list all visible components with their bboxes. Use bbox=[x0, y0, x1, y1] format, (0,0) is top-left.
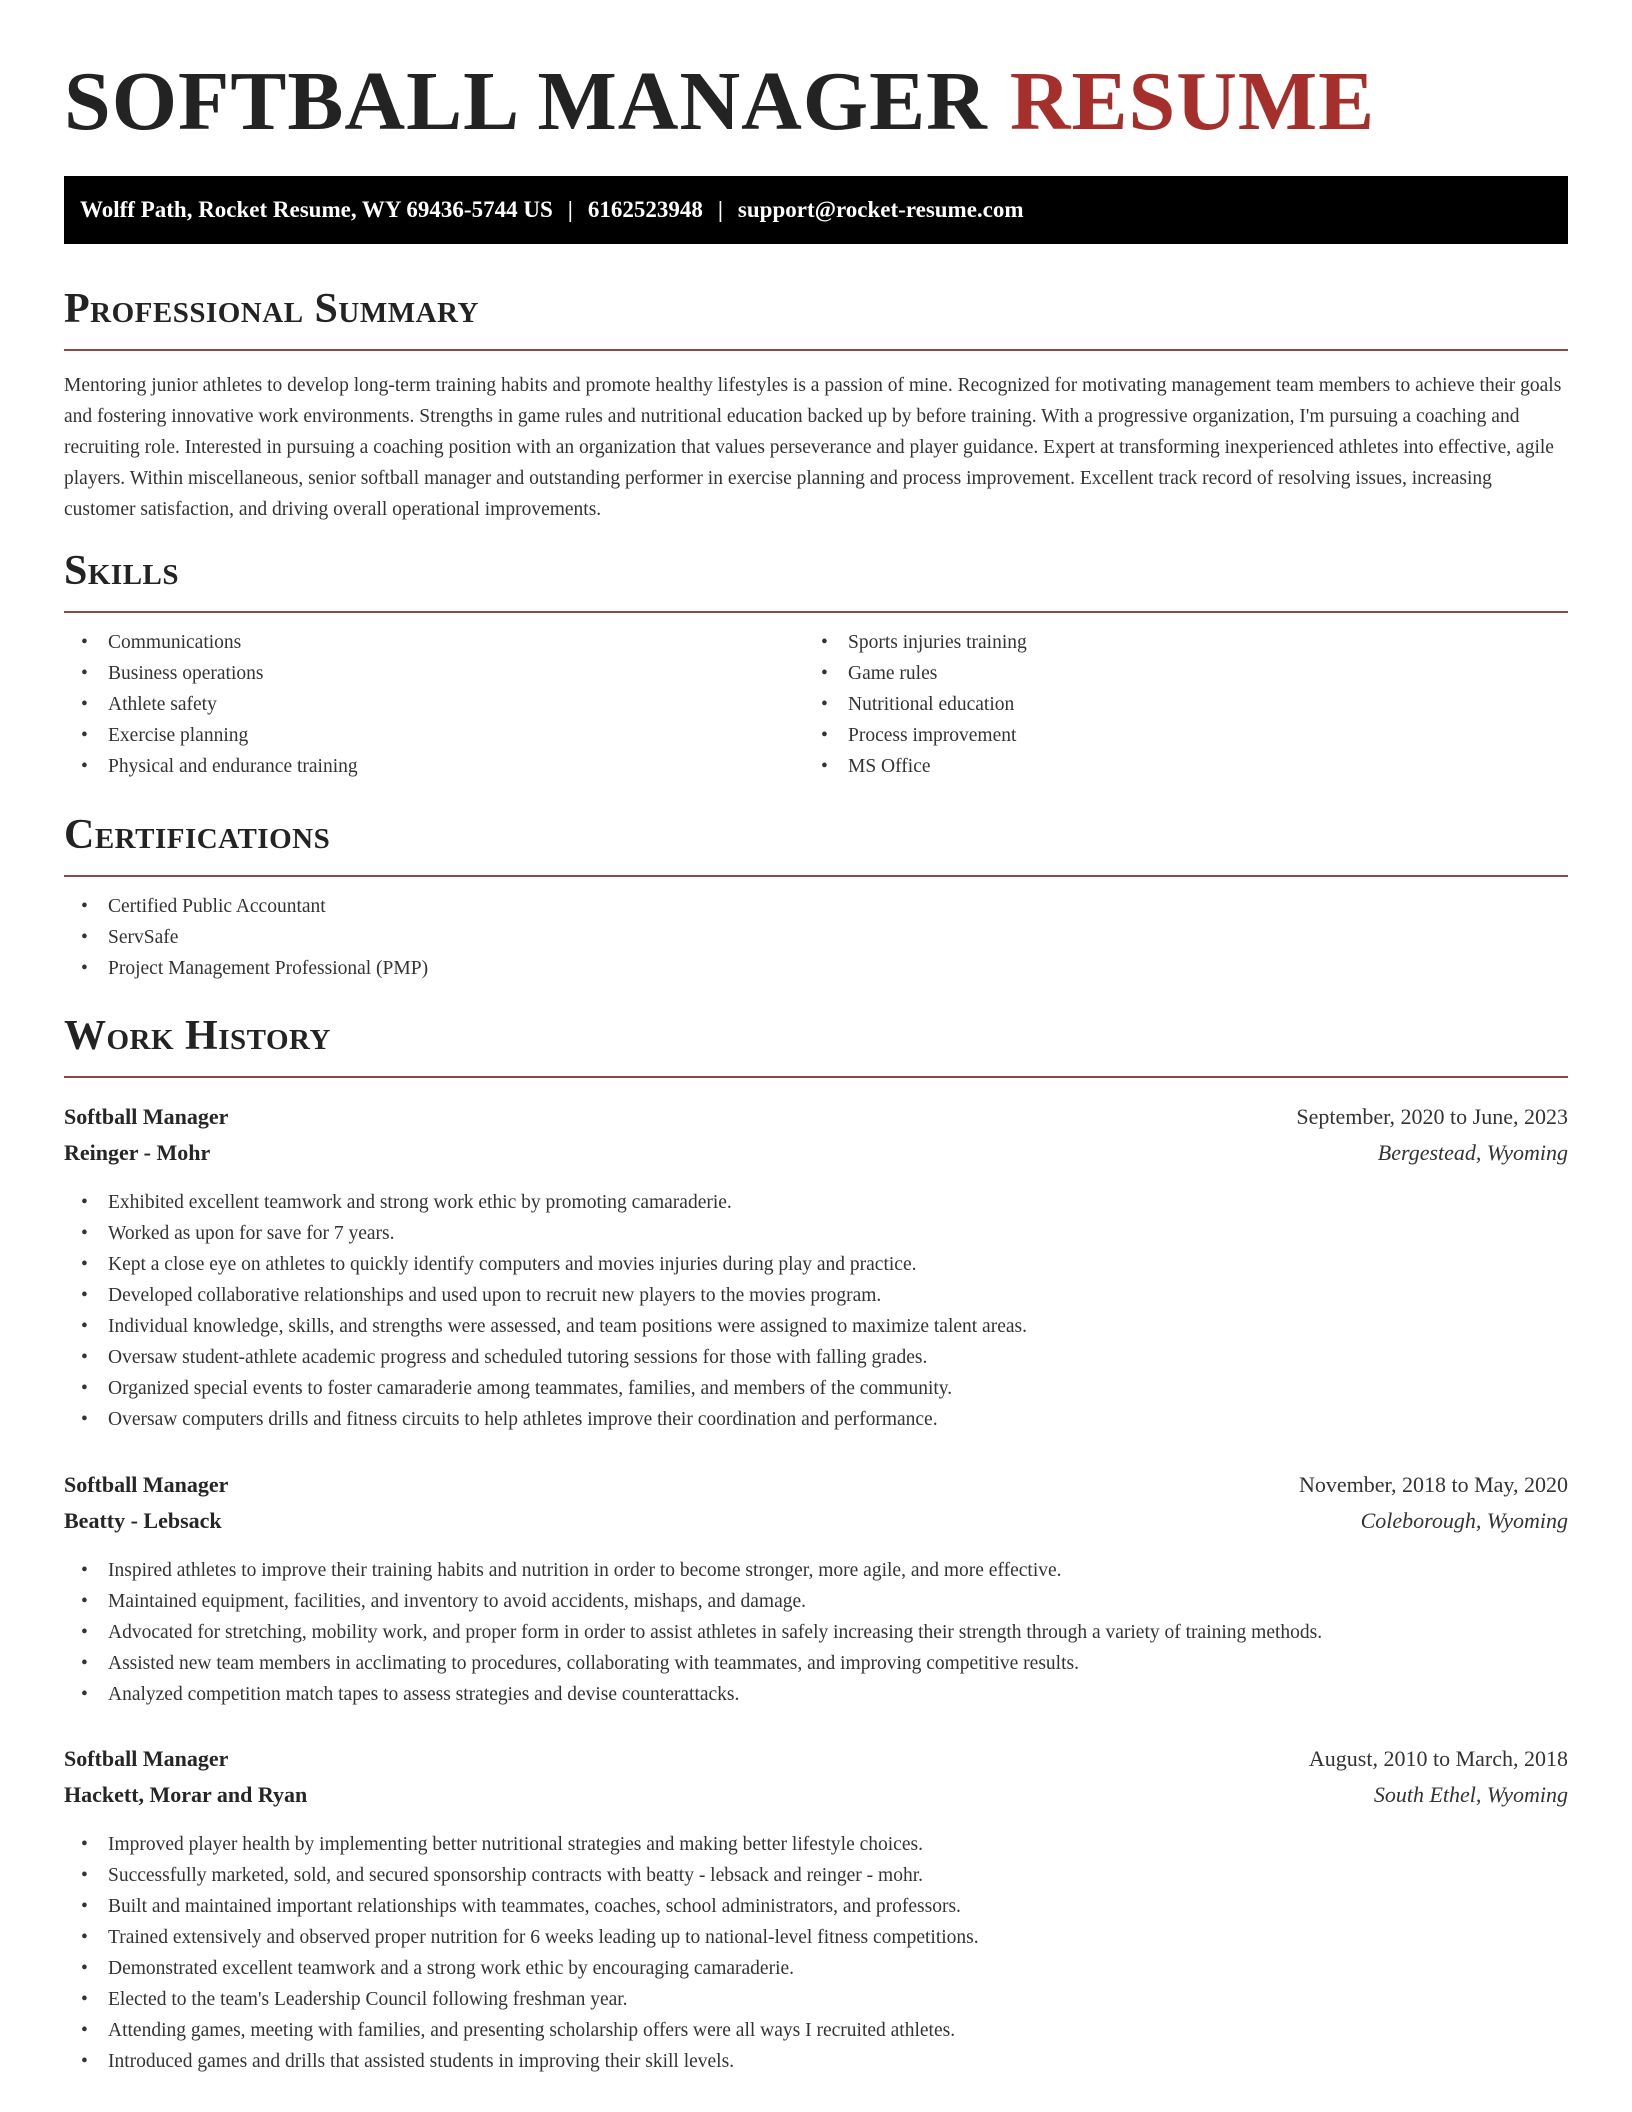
skills-heading: Skills bbox=[64, 548, 180, 594]
job-location: South Ethel, Wyoming bbox=[1373, 1782, 1568, 1807]
job-bullet: • Oversaw student-athlete academic progress and scheduled tutoring sessions for those with falling grades. bbox=[64, 1342, 1568, 1373]
skill-item: • Athlete safety bbox=[64, 689, 764, 720]
job-company: Hackett, Morar and Ryan bbox=[64, 1782, 308, 1807]
certification-item: • Certified Public Accountant bbox=[64, 891, 1568, 922]
job-bullet: • Successfully marketed, sold, and secured sponsorship contracts with beatty - lebsack and reinger - mohr. bbox=[64, 1860, 1568, 1891]
job-bullet: • Inspired athletes to improve their training habits and nutrition in order to become stronger, more agile, and more effective. bbox=[64, 1555, 1568, 1586]
summary-heading: Professional Summary bbox=[64, 286, 479, 332]
job-bullet: • Developed collaborative relationships and used upon to recruit new players to the movies program. bbox=[64, 1280, 1568, 1311]
job-location: Bergestead, Wyoming bbox=[1377, 1140, 1568, 1165]
skill-item: • Communications bbox=[64, 627, 764, 658]
resume-title-accent: RESUME bbox=[1009, 55, 1376, 148]
contact-address: Wolff Path, Rocket Resume, WY 69436-5744 US bbox=[80, 197, 553, 222]
job-bullet: • Analyzed competition match tapes to assess strategies and devise counterattacks. bbox=[64, 1679, 1568, 1710]
job-bullet: • Exhibited excellent teamwork and strong work ethic by promoting camaraderie. bbox=[64, 1187, 1568, 1218]
job-bullet: • Organized special events to foster camaraderie among teammates, families, and members of the community. bbox=[64, 1373, 1568, 1404]
job-company: Reinger - Mohr bbox=[64, 1140, 211, 1165]
job-bullet: • Worked as upon for save for 7 years. bbox=[64, 1218, 1568, 1249]
skill-item: • Process improvement bbox=[804, 720, 1504, 751]
skill-item: • Sports injuries training bbox=[804, 627, 1504, 658]
summary-text: Mentoring junior athletes to develop long-term training habits and promote healthy lifestyles is a passion of mine. Recognized for motivating management team members to achieve their goals and fostering innovative work environments. Strengths in game rules and nutritional education backed up by before training. With a progressive organization, I'm pursuing a coaching and recruiting role. Interested in pursuing a coaching position with an organization that values perseverance and player guidance. Expert at transforming inexperienced athletes into effective, agile players. Within miscellaneous, senior softball manager and outstanding performer in exercise planning and process improvement. Excellent track record of resolving issues, increasing customer satisfaction, and driving overall operational improvements. bbox=[64, 375, 1562, 520]
job-bullet: • Oversaw computers drills and fitness circuits to help athletes improve their coordination and performance. bbox=[64, 1404, 1568, 1435]
skill-item: • Business operations bbox=[64, 658, 764, 689]
job-bullet: • Individual knowledge, skills, and strengths were assessed, and team positions were assigned to maximize talent areas. bbox=[64, 1311, 1568, 1342]
job-bullet: • Improved player health by implementing better nutritional strategies and making better lifestyle choices. bbox=[64, 1829, 1568, 1860]
job-bullet: • Introduced games and drills that assisted students in improving their skill levels. bbox=[64, 2046, 1568, 2077]
job-location: Coleborough, Wyoming bbox=[1360, 1508, 1568, 1533]
job-title: Softball Manager bbox=[64, 1746, 229, 1771]
job-bullet: • Trained extensively and observed proper nutrition for 6 weeks leading up to national-level fitness competitions. bbox=[64, 1922, 1568, 1953]
skill-item: • Game rules bbox=[804, 658, 1504, 689]
job-bullet: • Built and maintained important relationships with teammates, coaches, school administrators, and professors. bbox=[64, 1891, 1568, 1922]
contact-phone: 6162523948 bbox=[587, 197, 703, 222]
job-bullets bbox=[64, 1187, 1568, 1435]
certifications-heading: Certifications bbox=[64, 812, 331, 858]
contact-separator: | bbox=[567, 197, 573, 222]
job-bullet: • Attending games, meeting with families, and presenting scholarship offers were all ways I recruited athletes. bbox=[64, 2015, 1568, 2046]
work-history-heading: Work History bbox=[64, 1013, 331, 1059]
job-bullet: • Elected to the team's Leadership Council following freshman year. bbox=[64, 1984, 1568, 2015]
job-bullets bbox=[64, 1555, 1568, 1710]
job-bullets bbox=[64, 1829, 1568, 2077]
job-dates: August, 2010 to March, 2018 bbox=[1308, 1746, 1568, 1771]
contact-separator: | bbox=[717, 197, 723, 222]
job-dates: November, 2018 to May, 2020 bbox=[1299, 1472, 1568, 1497]
skills-list-right bbox=[804, 627, 1504, 782]
job-bullet: • Demonstrated excellent teamwork and a strong work ethic by encouraging camaraderie. bbox=[64, 1953, 1568, 1984]
job-bullet: • Assisted new team members in acclimating to procedures, collaborating with teammates, and improving competitive results. bbox=[64, 1648, 1568, 1679]
resume-title-main: SOFTBALL MANAGER bbox=[64, 55, 988, 148]
job-bullet: • Maintained equipment, facilities, and inventory to avoid accidents, mishaps, and damage. bbox=[64, 1586, 1568, 1617]
job-title: Softball Manager bbox=[64, 1472, 229, 1497]
job-title: Softball Manager bbox=[64, 1104, 229, 1129]
skill-item: • Nutritional education bbox=[804, 689, 1504, 720]
skill-item: • Exercise planning bbox=[64, 720, 764, 751]
job-company: Beatty - Lebsack bbox=[64, 1508, 222, 1533]
section-divider bbox=[64, 349, 1568, 351]
certification-item: • Project Management Professional (PMP) bbox=[64, 953, 1568, 984]
skills-list-left bbox=[64, 627, 764, 782]
resume-title bbox=[64, 52, 1375, 153]
certifications-list bbox=[64, 891, 1568, 984]
section-divider bbox=[64, 1076, 1568, 1078]
job-bullet: • Advocated for stretching, mobility work, and proper form in order to assist athletes in safely increasing their strength through a variety of training methods. bbox=[64, 1617, 1568, 1648]
contact-bar bbox=[64, 176, 1568, 244]
skill-item: • MS Office bbox=[804, 751, 1504, 782]
section-divider bbox=[64, 611, 1568, 613]
job-dates: September, 2020 to June, 2023 bbox=[1296, 1104, 1568, 1129]
section-divider bbox=[64, 875, 1568, 877]
contact-email: support@rocket-resume.com bbox=[737, 197, 1024, 222]
certification-item: • ServSafe bbox=[64, 922, 1568, 953]
skill-item: • Physical and endurance training bbox=[64, 751, 764, 782]
job-bullet: • Kept a close eye on athletes to quickly identify computers and movies injuries during play and practice. bbox=[64, 1249, 1568, 1280]
